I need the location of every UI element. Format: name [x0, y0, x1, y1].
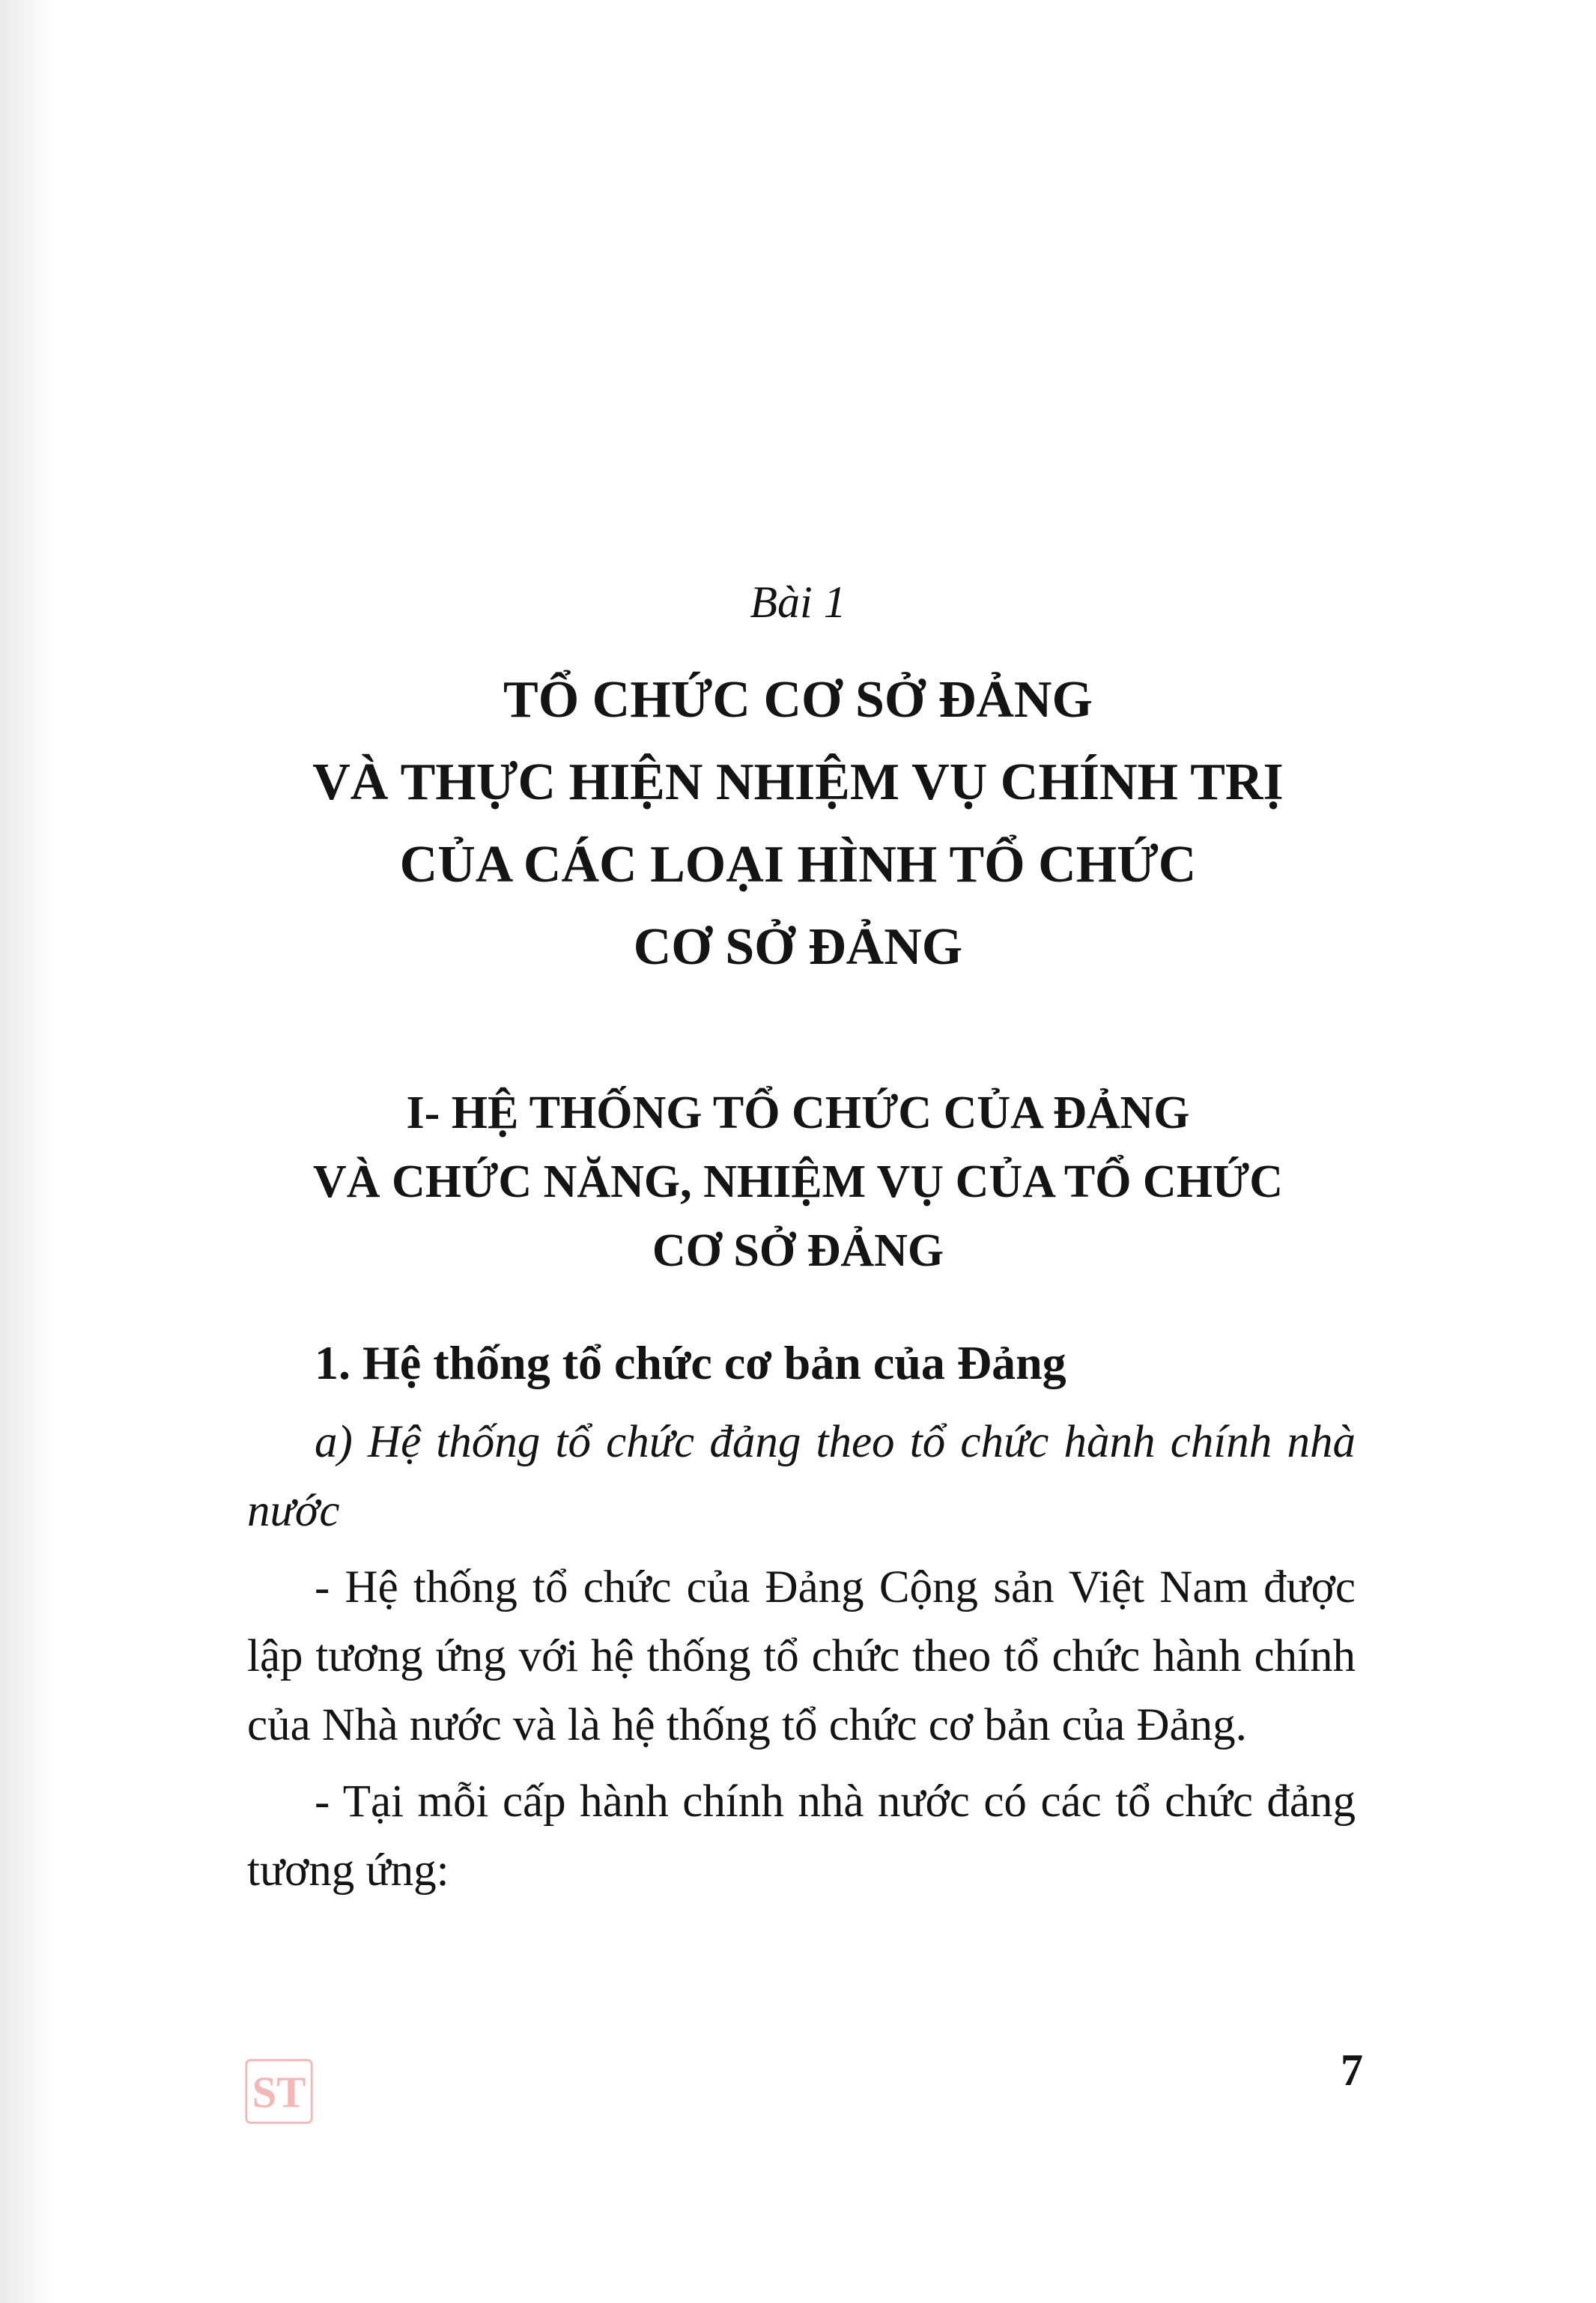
- lesson-title-line: CỦA CÁC LOẠI HÌNH TỔ CHỨC: [399, 836, 1197, 893]
- page-edge-shadow: [0, 0, 52, 2303]
- page-number: 7: [1341, 2045, 1363, 2095]
- lesson-title-line: TỔ CHỨC CƠ SỞ ĐẢNG: [503, 671, 1093, 729]
- paragraph: - Hệ thống tổ chức của Đảng Cộng sản Việt Nam được lập tương ứng với hệ thống tổ chức theo tổ chức hành chính của Nhà nước và là hệ thống tổ chức cơ bản của Đảng.: [247, 1562, 1356, 1750]
- section-title-line: CƠ SỞ ĐẢNG: [652, 1225, 944, 1276]
- sub-subsection-heading: a) Hệ thống tổ chức đảng theo tổ chức hành chính nhà nước: [247, 1417, 1356, 1536]
- publisher-logo: [243, 2056, 315, 2127]
- lesson-title-line: CƠ SỞ ĐẢNG: [633, 918, 963, 976]
- lesson-title: [225, 659, 1371, 989]
- publisher-logo-text: ST: [252, 2068, 306, 2117]
- section-title-line: VÀ CHỨC NĂNG, NHIỆM VỤ CỦA TỔ CHỨC: [312, 1156, 1284, 1207]
- paragraph: - Tại mỗi cấp hành chính nhà nước có các tổ chức đảng tương ứng:: [247, 1776, 1356, 1896]
- lesson-title-line: VÀ THỰC HIỆN NHIỆM VỤ CHÍNH TRỊ: [312, 753, 1284, 811]
- section-title-line: I- HỆ THỐNG TỔ CHỨC CỦA ĐẢNG: [406, 1087, 1190, 1138]
- section-title: [225, 1078, 1371, 1285]
- lesson-label: Bài 1: [750, 577, 846, 627]
- subsection-heading: 1. Hệ thống tổ chức cơ bản của Đảng: [315, 1336, 1066, 1389]
- body-text: [247, 1333, 1356, 1913]
